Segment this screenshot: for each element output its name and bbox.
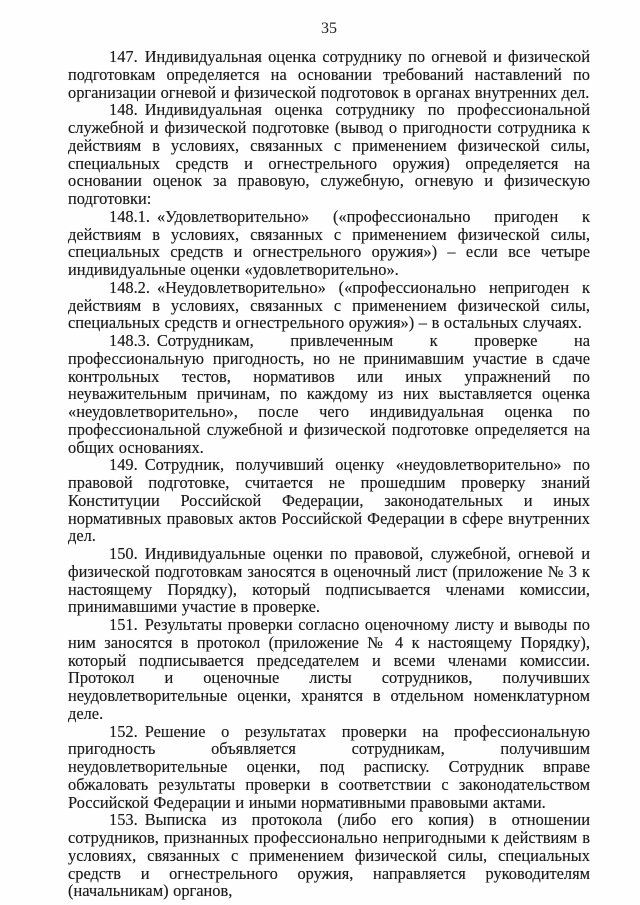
paragraph-number: 147. xyxy=(109,47,138,66)
paragraph-text: Сотрудник, получивший оценку «неудовлетворительно» по правовой подготовке, считается не прошедшим проверку знаний Конституции Российской Федерации, законодательных и иных нормативных правовых актов Российской Федерации в сфере внутренних дел. xyxy=(68,455,590,546)
paragraph-text: «Удовлетворительно» («профессионально пригоден к действиям в условиях, связанных с применением физической силы, специальных средств и огнестрельного оружия») – если все четыре индивидуальные оценки «удовлетворительно». xyxy=(68,206,590,279)
page-number: 35 xyxy=(321,20,337,37)
paragraph-148-3 xyxy=(68,332,590,456)
paragraph-number: 150. xyxy=(109,544,138,563)
paragraph-text: Индивидуальная оценка сотруднику по профессиональной служебной и физической подготовке (вывод о пригодности сотрудника к действиям в условиях, связанных с применением физической силы, специальных средств и огнестрельного оружия) определяется на основании оценок за правовую, служебную, огневую и физическую подготовки: xyxy=(68,100,590,208)
paragraph-number: 148.2. xyxy=(109,277,150,297)
paragraph-149 xyxy=(68,456,590,545)
paragraph-text: Решение о результатах проверки на профессиональную пригодность объявляется сотрудникам, получившим неудовлетворительные оценки, под расписку. Сотрудник вправе обжаловать результаты проверки в соответствии с законодательством Российской Федерации и иными нормативными правовыми актами. xyxy=(68,721,590,812)
paragraph-text: «Неудовлетворительно» («профессионально непригоден к действиям в условиях, связанных с применением физической силы, специальных средств и огнестрельного оружия») – в остальных случаях. xyxy=(68,277,590,333)
paragraph-text: Результаты проверки согласно оценочному листу и выводы по ним заносятся в протокол (приложение № 4 к настоящему Порядку), который подписывается председателем и всеми членами комиссии. Протокол и оценочные листы сотрудников, получивших неудовлетворительные оценки, хранятся в отдельном номенклатурном деле. xyxy=(68,615,590,723)
paragraph-152 xyxy=(68,723,590,812)
paragraph-150 xyxy=(68,545,590,616)
paragraph-text: Индивидуальные оценки по правовой, служебной, огневой и физической подготовкам заносятся в оценочный лист (приложение № 3 к настоящему Порядку), который подписывается членами комиссии, принимавшими участие в проверке. xyxy=(68,544,590,617)
paragraph-148-1 xyxy=(68,208,590,279)
paragraph-number: 148.3. xyxy=(109,331,150,350)
paragraph-number: 149. xyxy=(109,455,138,475)
paragraph-number: 148.1. xyxy=(109,206,150,226)
paragraph-number: 153. xyxy=(109,810,138,830)
paragraph-148 xyxy=(68,101,590,208)
paragraph-text: Индивидуальная оценка сотруднику по огневой и физической подготовкам определяется на основании требований наставлений по организации огневой и физической подготовок в органах внутренних дел. xyxy=(68,47,590,102)
paragraph-148-2 xyxy=(68,279,590,332)
paragraph-147 xyxy=(68,48,590,101)
paragraph-text: Сотрудникам, привлеченным к проверке на профессиональную пригодность, но не принимавшим участие в сдаче контрольных тестов, нормативов или иных упражнений по неуважительным причинам, по каждому из них выставляется оценка «неудовлетворительно», после чего индивидуальная оценка по профессиональной служебной и физической подготовке определяется на общих основаниях. xyxy=(68,331,590,457)
paragraph-text: Выписка из протокола (либо его копия) в отношении сотрудников, признанных профессионально непригодными к действиям в условиях, связанных с применением физической силы, специальных средств и огнестрельного оружия, направляется руководителям (начальникам) органов, xyxy=(68,810,590,901)
paragraph-number: 152. xyxy=(109,721,138,741)
paragraph-number: 148. xyxy=(109,100,138,120)
paragraph-number: 151. xyxy=(109,615,138,634)
paragraph-151 xyxy=(68,616,590,723)
paragraph-153 xyxy=(68,811,590,900)
document-body xyxy=(68,48,590,900)
